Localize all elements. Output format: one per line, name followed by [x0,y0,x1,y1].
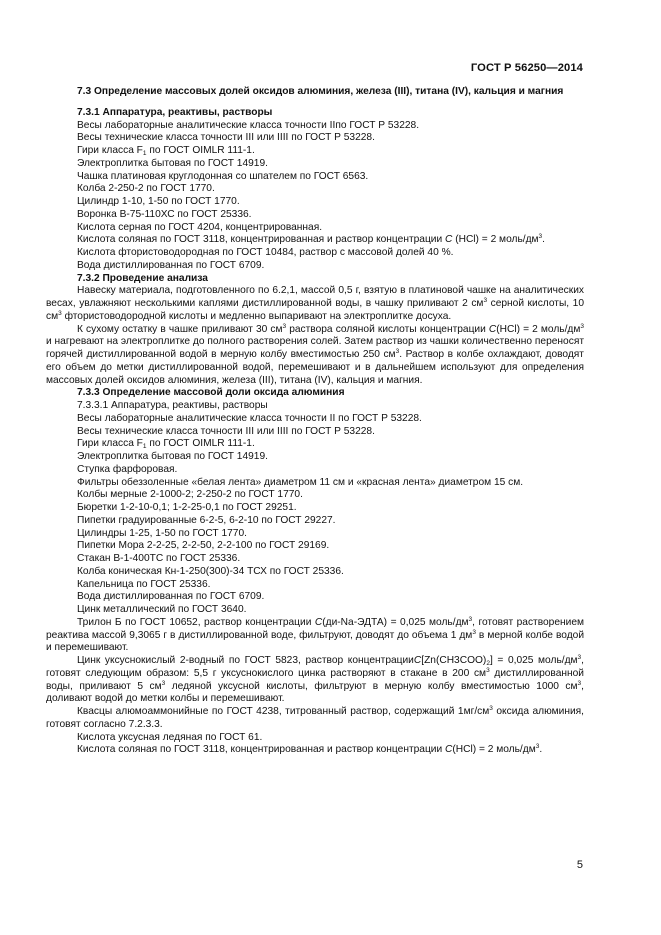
paragraph: Кислота соляная по ГОСТ 3118, концентрированная и раствор концентрации С(HCl) = 2 моль/$дм^3$. [77,743,543,756]
paragraph: Фильтры обеззоленные «белая лента» диаметром 11 см и «красная лента» диаметром 15 см. [77,476,524,488]
paragraph: Стакан В-1-400ТС по ГОСТ 25336. [77,553,241,564]
paragraph: Колба 2-250-2 по ГОСТ 1770. [77,183,215,195]
paragraph: Цилиндры 1-25, 1-50 по ГОСТ 1770. [77,527,247,539]
section-heading: 7.3.1 Аппаратура, реактивы, растворы [77,106,273,118]
paragraph: Весы технические класса точности III или IIII по ГОСТ Р 53228. [77,425,375,437]
page-number: 5 [576,859,583,871]
paragraph: Квасцы алюмоаммонийные по ГОСТ 4238, титрованный раствор, содержащий $1мг/см^3$ оксида алюминия, готовят согласно 7.2.3.3. [46,705,584,730]
document-code-header: ГОСТ Р 56250—2014 [470,62,583,74]
paragraph: Кислота уксусная ледяная по ГОСТ 61. [77,731,263,743]
paragraph: Вода дистиллированная по ГОСТ 6709. [77,259,265,271]
paragraph: Электроплитка бытовая по ГОСТ 14919. [77,451,268,462]
paragraph: Весы лабораторные аналитические класса точности II по ГОСТ Р 53228. [77,412,422,424]
paragraph: К сухому остатку в чашке приливают 30 $см^3$ раствора соляной кислоты концентрации С(HCl) = 2 моль/$дм^3$ и нагревают на электроплитке до полного растворения солей. Затем раствор из чашки количественно переносят горячей дистиллированной водой в мерную колбу вместимостью 250 $см^3$. Раствор в колбе охлаждают, доводят его объем до метки дистиллированной водой, перемешивают и в дальнейшем используют для определения массовых долей оксидов алюминия, железа (III), титана (IV), кальция и магния. [46,322,585,386]
paragraph: Пипетки Мора 2-2-25, 2-2-50, 2-2-100 по ГОСТ 29169. [77,540,330,552]
paragraph: Кислота серная по ГОСТ 4204, концентрированная. [77,221,323,233]
paragraph: Пипетки градуированные 6-2-5, 6-2-10 по ГОСТ 29227. [77,514,336,526]
paragraph: Цилиндр 1-10, 1-50 по ГОСТ 1770. [77,196,240,207]
section-heading: 7.3.3 Определение массовой доли оксида алюминия [77,387,345,399]
paragraph: Трилон Б по ГОСТ 10652, раствор концентрации С(ди-Na-ЭДТА) = 0,025 моль/$дм^3$, готовят растворением реактива массой 9,3065 г в дистиллированной воде, фильтруют, доводят до объема 1 $дм^3$ в мерной колбе водой и перемешивают. [46,615,585,654]
paragraph: Бюретки 1-2-10-0,1; 1-2-25-0,1 по ГОСТ 29251. [77,502,297,513]
paragraph: Колба коническая Кн-1-250(300)-34 ТСХ по ГОСТ 25336. [77,565,344,577]
paragraph: Гири класса $F_1$ по ГОСТ OIMLR 111-1. [77,145,255,157]
paragraph: Вода дистиллированная по ГОСТ 6709. [77,591,265,603]
paragraph: Воронка В-75-110ХС по ГОСТ 25336. [77,208,252,220]
paragraph: Весы технические класса точности III или IIII по ГОСТ Р 53228. [77,132,375,144]
paragraph: Цинк уксуснокислый 2-водный по ГОСТ 5823, раствор $концентрацииС[Zn(CH3COO)_2] = 0,025$ моль/$дм^3$, готовят следующим образом: 5,5 г уксуснокислого цинка растворяют в стакане в 200 $см^3$ дистиллированной воды, приливают 5 $см^3$ ледяной уксусной кислоты, фильтруют в мерную колбу вместимостью 1000 $см^3$, доливают водой до метки колбы и перемешивают. [46,654,584,705]
paragraph: Электроплитка бытовая по ГОСТ 14919. [77,157,268,169]
section-heading: 7.3 Определение массовых долей оксидов алюминия, железа (III), титана (IV), кальция и магния [77,86,564,97]
paragraph: Кислота соляная по ГОСТ 3118, концентрированная и раствор концентрации С (HCl) = 2 моль/$дм^3$. [77,233,546,246]
paragraph: Гири класса $F_1$ по ГОСТ OIMLR 111-1. [77,438,255,451]
paragraph: Навеску материала, подготовленного по 6.2,1, массой 0,5 г, взятую в платиновой чашке на аналитических весах, увлажняют несколькими каплями дистиллированной воды, в чашку приливают 2 $см^3$ серной кислоты, 10 $см^3$ фтористоводородной кислоты и медленно выпаривают на электроплитке досуха. [46,285,584,322]
paragraph: Колбы мерные 2-1000-2; 2-250-2 по ГОСТ 1770. [77,489,303,501]
paragraph: 7.3.3.1 Аппаратура, реактивы, растворы [77,400,268,411]
paragraph: Кислота фтористоводородная по ГОСТ 10484, раствор с массовой долей 40 %. [77,247,454,258]
paragraph: Цинк металлический по ГОСТ 3640. [77,604,247,615]
document-body [46,86,584,757]
paragraph: Чашка платиновая круглодонная со шпателем по ГОСТ 6563. [77,170,369,182]
paragraph: Капельница по ГОСТ 25336. [77,578,211,590]
paragraph: Весы лабораторные аналитические класса точности IIпо ГОСТ Р 53228. [77,119,420,131]
paragraph: Ступка фарфоровая. [77,463,178,475]
section-heading: 7.3.2 Проведение анализа [77,272,208,284]
